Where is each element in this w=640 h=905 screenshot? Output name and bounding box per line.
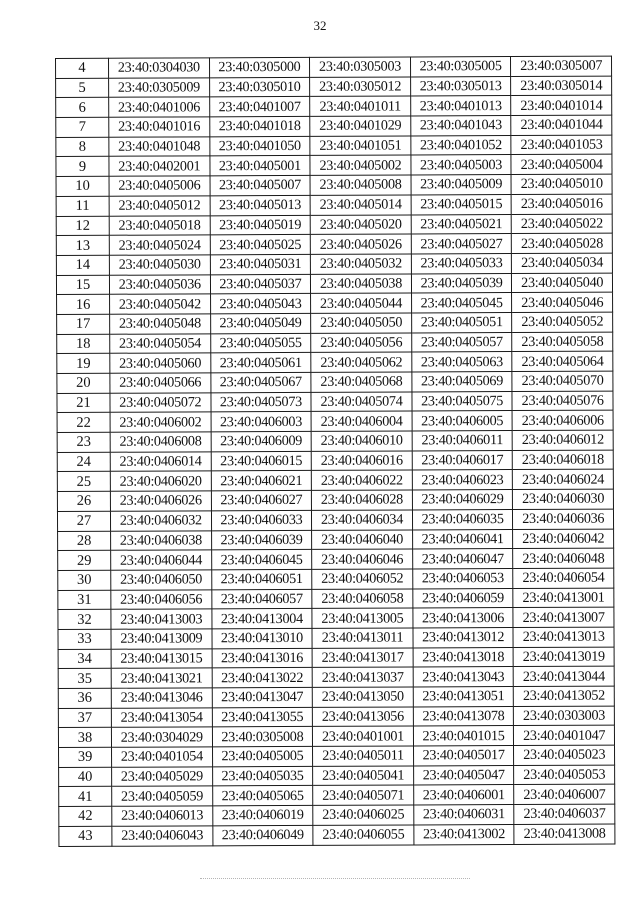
cadastral-code-cell: 23:40:0406025 <box>313 805 414 825</box>
cadastral-code-cell: 23:40:0406021 <box>211 471 312 491</box>
table-row <box>56 253 612 275</box>
row-number-cell: 8 <box>56 137 109 157</box>
cadastral-code-cell: 23:40:0405009 <box>411 175 512 195</box>
table-row <box>58 548 614 570</box>
cadastral-code-cell: 23:40:0406059 <box>413 588 514 608</box>
table-row <box>56 233 612 255</box>
row-number-cell: 15 <box>56 275 109 295</box>
cadastral-code-cell: 23:40:0405061 <box>210 353 311 373</box>
row-number-cell: 41 <box>59 787 112 807</box>
table-row <box>59 745 615 767</box>
row-number-cell: 9 <box>56 157 109 177</box>
cadastral-code-cell: 23:40:0406052 <box>312 569 413 589</box>
table-row <box>57 509 613 531</box>
table-row <box>56 76 612 98</box>
cadastral-code-cell: 23:40:0401051 <box>310 136 411 156</box>
cadastral-code-cell: 23:40:0406026 <box>110 491 211 511</box>
table-row <box>57 351 613 373</box>
cadastral-code-cell: 23:40:0413044 <box>514 666 615 686</box>
cadastral-code-cell: 23:40:0405052 <box>512 312 613 332</box>
cadastral-code-cell: 23:40:0401014 <box>511 95 612 115</box>
cadastral-code-cell: 23:40:0406047 <box>412 549 513 569</box>
table-row <box>56 174 612 196</box>
cadastral-code-cell: 23:40:0406054 <box>513 568 614 588</box>
cadastral-code-cell: 23:40:0406010 <box>311 431 412 451</box>
table-row <box>57 450 613 472</box>
cadastral-code-cell: 23:40:0405001 <box>210 156 311 176</box>
cadastral-code-cell: 23:40:0305005 <box>410 57 511 77</box>
row-number-cell: 23 <box>57 432 110 452</box>
cadastral-code-cell: 23:40:0406036 <box>513 509 614 529</box>
cadastral-code-cell: 23:40:0401052 <box>411 135 512 155</box>
cadastral-code-cell: 23:40:0405031 <box>210 254 311 274</box>
cadastral-code-cell: 23:40:0401007 <box>209 97 310 117</box>
table-row <box>56 273 612 295</box>
cadastral-code-cell: 23:40:0405026 <box>310 234 411 254</box>
cadastral-code-cell: 23:40:0413018 <box>413 647 514 667</box>
row-number-cell: 7 <box>56 117 109 137</box>
cadastral-code-cell: 23:40:0406035 <box>412 509 513 529</box>
cadastral-code-cell: 23:40:0405075 <box>412 391 513 411</box>
row-number-cell: 27 <box>57 511 110 531</box>
cadastral-code-cell: 23:40:0405057 <box>411 332 512 352</box>
row-number-cell: 37 <box>58 708 111 728</box>
table-row <box>59 804 615 826</box>
row-number-cell: 22 <box>57 413 110 433</box>
cadastral-code-cell: 23:40:0405018 <box>109 215 210 235</box>
row-number-cell: 14 <box>56 255 109 275</box>
cadastral-code-cell: 23:40:0405064 <box>512 351 613 371</box>
cadastral-code-cell: 23:40:0405022 <box>512 214 613 234</box>
cadastral-code-cell: 23:40:0413021 <box>111 668 212 688</box>
cadastral-code-cell: 23:40:0405035 <box>212 766 313 786</box>
row-number-cell: 16 <box>57 295 110 315</box>
cadastral-code-cell: 23:40:0405060 <box>110 353 211 373</box>
cadastral-code-cell: 23:40:0405020 <box>310 214 411 234</box>
cadastral-code-cell: 23:40:0405049 <box>210 313 311 333</box>
cadastral-code-cell: 23:40:0406042 <box>513 529 614 549</box>
row-number-cell: 12 <box>56 216 109 236</box>
cadastral-code-cell: 23:40:0406009 <box>211 431 312 451</box>
row-number-cell: 18 <box>57 334 110 354</box>
cadastral-code-cell: 23:40:0406007 <box>514 785 615 805</box>
cadastral-code-cell: 23:40:0405068 <box>311 372 412 392</box>
cadastral-code-cell: 23:40:0413013 <box>513 627 614 647</box>
cadastral-code-cell: 23:40:0406015 <box>211 451 312 471</box>
table-row <box>59 765 615 787</box>
row-number-cell: 40 <box>59 767 112 787</box>
cadastral-code-cell: 23:40:0405011 <box>313 746 414 766</box>
table-row <box>58 686 614 708</box>
table-row <box>58 588 614 610</box>
cadastral-code-cell: 23:40:0405006 <box>109 176 210 196</box>
table-row <box>57 430 613 452</box>
table-row <box>58 627 614 649</box>
cadastral-code-cell: 23:40:0406037 <box>514 804 615 824</box>
cadastral-code-cell: 23:40:0413055 <box>212 707 313 727</box>
row-number-cell: 21 <box>57 393 110 413</box>
cadastral-code-cell: 23:40:0405047 <box>413 765 514 785</box>
cadastral-code-cell: 23:40:0405013 <box>210 195 311 215</box>
cadastral-code-cell: 23:40:0406031 <box>414 805 515 825</box>
cadastral-code-cell: 23:40:0406056 <box>111 589 212 609</box>
cadastral-code-cell: 23:40:0406028 <box>312 490 413 510</box>
cadastral-code-cell: 23:40:0406057 <box>211 589 312 609</box>
cadastral-code-cell: 23:40:0405070 <box>512 371 613 391</box>
cadastral-code-cell: 23:40:0405012 <box>109 196 210 216</box>
row-number-cell: 42 <box>59 806 112 826</box>
cadastral-code-cell: 23:40:0405005 <box>212 746 313 766</box>
cadastral-code-cell: 23:40:0413001 <box>513 588 614 608</box>
cadastral-code-cell: 23:40:0405065 <box>212 786 313 806</box>
cadastral-code-cell: 23:40:0401006 <box>109 97 210 117</box>
cadastral-code-cell: 23:40:0406003 <box>211 412 312 432</box>
table-row <box>56 155 612 177</box>
cadastral-code-cell: 23:40:0406041 <box>412 529 513 549</box>
cadastral-code-cell: 23:40:0405010 <box>511 174 612 194</box>
table-row <box>58 568 614 590</box>
row-number-cell: 39 <box>59 747 112 767</box>
row-number-cell: 28 <box>58 531 111 551</box>
cadastral-code-cell: 23:40:0406014 <box>110 452 211 472</box>
cadastral-code-cell: 23:40:0406043 <box>112 826 213 846</box>
cadastral-code-cell: 23:40:0413006 <box>413 608 514 628</box>
cadastral-code-cell: 23:40:0413019 <box>513 647 614 667</box>
cadastral-code-cell: 23:40:0406006 <box>512 410 613 430</box>
cadastral-code-cell: 23:40:0406046 <box>312 549 413 569</box>
cadastral-code-cell: 23:40:0405055 <box>210 333 311 353</box>
cadastral-code-cell: 23:40:0413011 <box>312 628 413 648</box>
row-number-cell: 5 <box>56 78 109 98</box>
cadastral-code-cell: 23:40:0413037 <box>312 667 413 687</box>
cadastral-code-cell: 23:40:0402001 <box>109 156 210 176</box>
cadastral-code-cell: 23:40:0406034 <box>312 510 413 530</box>
cadastral-code-cell: 23:40:0406032 <box>110 511 211 531</box>
cadastral-code-cell: 23:40:0413004 <box>211 609 312 629</box>
cadastral-code-cell: 23:40:0406030 <box>513 489 614 509</box>
cadastral-code-cell: 23:40:0405017 <box>413 746 514 766</box>
cadastral-code-cell: 23:40:0406005 <box>412 411 513 431</box>
cadastral-code-cell: 23:40:0406004 <box>311 411 412 431</box>
row-number-cell: 17 <box>57 314 110 334</box>
row-number-cell: 33 <box>58 629 111 649</box>
page-number: 32 <box>313 18 327 33</box>
cadastral-code-cell: 23:40:0405027 <box>411 234 512 254</box>
cadastral-code-cell: 23:40:0406038 <box>111 530 212 550</box>
table-row <box>57 391 613 413</box>
cadastral-code-cell: 23:40:0406048 <box>513 548 614 568</box>
cadastral-code-cell: 23:40:0413005 <box>312 608 413 628</box>
row-number-cell: 43 <box>59 826 112 846</box>
cadastral-code-cell: 23:40:0304030 <box>109 58 210 78</box>
table-row <box>58 725 614 747</box>
cadastral-code-cell: 23:40:0401029 <box>310 116 411 136</box>
cadastral-code-cell: 23:40:0406008 <box>110 432 211 452</box>
table-row <box>57 312 613 334</box>
cadastral-code-cell: 23:40:0405056 <box>311 333 412 353</box>
row-number-cell: 25 <box>57 472 110 492</box>
cadastral-code-cell: 23:40:0405004 <box>511 155 612 175</box>
row-number-cell: 34 <box>58 649 111 669</box>
table-row <box>58 706 614 728</box>
cadastral-code-cell: 23:40:0405024 <box>109 235 210 255</box>
cadastral-code-cell: 23:40:0401050 <box>209 136 310 156</box>
cadastral-code-cell: 23:40:0405033 <box>411 253 512 273</box>
cadastral-code-cell: 23:40:0405040 <box>512 273 613 293</box>
cadastral-code-cell: 23:40:0406019 <box>212 806 313 826</box>
row-number-cell: 13 <box>56 235 109 255</box>
cadastral-code-cell: 23:40:0405067 <box>210 372 311 392</box>
cadastral-code-cell: 23:40:0406053 <box>413 568 514 588</box>
cadastral-code-cell: 23:40:0405038 <box>311 274 412 294</box>
cadastral-code-cell: 23:40:0405072 <box>110 393 211 413</box>
cadastral-code-cell: 23:40:0405007 <box>210 176 311 196</box>
cadastral-table-container <box>55 56 608 847</box>
row-number-cell: 26 <box>57 491 110 511</box>
cadastral-code-cell: 23:40:0406018 <box>513 450 614 470</box>
cadastral-code-cell: 23:40:0405037 <box>210 274 311 294</box>
cadastral-code-cell: 23:40:0405051 <box>411 312 512 332</box>
table-row <box>59 785 615 807</box>
cadastral-code-cell: 23:40:0405002 <box>310 155 411 175</box>
cadastral-code-cell: 23:40:0413043 <box>413 667 514 687</box>
cadastral-code-cell: 23:40:0406011 <box>412 431 513 451</box>
cadastral-code-cell: 23:40:0413007 <box>513 607 614 627</box>
cadastral-code-cell: 23:40:0406016 <box>311 451 412 471</box>
row-number-cell: 31 <box>58 590 111 610</box>
cadastral-code-cell: 23:40:0406039 <box>211 530 312 550</box>
cadastral-code-cell: 23:40:0413009 <box>111 629 212 649</box>
cadastral-code-cell: 23:40:0401018 <box>209 116 310 136</box>
cadastral-code-cell: 23:40:0405071 <box>313 785 414 805</box>
cadastral-code-cell: 23:40:0406027 <box>211 491 312 511</box>
table-row <box>57 292 613 314</box>
table-row <box>56 135 612 157</box>
cadastral-code-cell: 23:40:0405048 <box>110 314 211 334</box>
cadastral-code-cell: 23:40:0406058 <box>312 589 413 609</box>
table-row <box>57 489 613 511</box>
cadastral-code-cell: 23:40:0305000 <box>209 57 310 77</box>
cadastral-code-cell: 23:40:0413050 <box>312 687 413 707</box>
cadastral-code-cell: 23:40:0406020 <box>110 471 211 491</box>
cadastral-code-cell: 23:40:0401001 <box>313 726 414 746</box>
cadastral-code-cell: 23:40:0405066 <box>110 373 211 393</box>
table-row <box>57 470 613 492</box>
cadastral-code-cell: 23:40:0405045 <box>411 293 512 313</box>
cadastral-code-cell: 23:40:0406050 <box>111 570 212 590</box>
cadastral-code-cell: 23:40:0405016 <box>511 194 612 214</box>
cadastral-code-cell: 23:40:0405032 <box>311 254 412 274</box>
cadastral-code-cell: 23:40:0406022 <box>311 470 412 490</box>
cadastral-code-cell: 23:40:0405021 <box>411 214 512 234</box>
cadastral-code-cell: 23:40:0405046 <box>512 292 613 312</box>
cadastral-code-cell: 23:40:0405028 <box>512 233 613 253</box>
cadastral-code-cell: 23:40:0413015 <box>111 648 212 668</box>
row-number-cell: 32 <box>58 610 111 630</box>
cadastral-code-cell: 23:40:0401048 <box>109 137 210 157</box>
cadastral-code-cell: 23:40:0405029 <box>112 767 213 787</box>
row-number-cell: 29 <box>58 550 111 570</box>
row-number-cell: 19 <box>57 354 110 374</box>
cadastral-code-cell: 23:40:0406017 <box>412 450 513 470</box>
cadastral-code-cell: 23:40:0406013 <box>112 806 213 826</box>
cadastral-table <box>55 56 615 847</box>
cadastral-code-cell: 23:40:0406051 <box>211 569 312 589</box>
table-row <box>56 95 612 117</box>
cadastral-code-cell: 23:40:0305013 <box>410 76 511 96</box>
table-row <box>59 824 615 846</box>
cadastral-code-cell: 23:40:0401044 <box>511 115 612 135</box>
cadastral-code-cell: 23:40:0303003 <box>514 706 615 726</box>
cadastral-code-cell: 23:40:0413012 <box>413 627 514 647</box>
table-row <box>57 371 613 393</box>
cadastral-code-cell: 23:40:0405019 <box>210 215 311 235</box>
cadastral-code-cell: 23:40:0405014 <box>310 195 411 215</box>
cadastral-code-cell: 23:40:0401015 <box>413 726 514 746</box>
cadastral-code-cell: 23:40:0405044 <box>311 293 412 313</box>
cadastral-code-cell: 23:40:0405003 <box>411 155 512 175</box>
table-row <box>58 607 614 629</box>
cadastral-code-cell: 23:40:0406012 <box>513 430 614 450</box>
cadastral-code-cell: 23:40:0413016 <box>212 648 313 668</box>
cadastral-code-cell: 23:40:0406040 <box>312 529 413 549</box>
cadastral-code-cell: 23:40:0413022 <box>212 668 313 688</box>
cadastral-code-cell: 23:40:0413054 <box>111 708 212 728</box>
cadastral-code-cell: 23:40:0413052 <box>514 686 615 706</box>
table-row <box>56 194 612 216</box>
row-number-cell: 24 <box>57 452 110 472</box>
cadastral-code-cell: 23:40:0405062 <box>311 352 412 372</box>
cadastral-code-cell: 23:40:0305010 <box>209 77 310 97</box>
cadastral-code-cell: 23:40:0405008 <box>310 175 411 195</box>
cadastral-code-cell: 23:40:0401016 <box>109 117 210 137</box>
cadastral-code-cell: 23:40:0406033 <box>211 510 312 530</box>
cadastral-code-cell: 23:40:0405025 <box>210 235 311 255</box>
table-row <box>56 56 612 78</box>
cadastral-code-cell: 23:40:0405043 <box>210 294 311 314</box>
cadastral-code-cell: 23:40:0406023 <box>412 470 513 490</box>
cadastral-code-cell: 23:40:0413051 <box>413 687 514 707</box>
cadastral-code-cell: 23:40:0405063 <box>412 352 513 372</box>
cadastral-code-cell: 23:40:0406029 <box>412 490 513 510</box>
cadastral-code-cell: 23:40:0405053 <box>514 765 615 785</box>
cadastral-code-cell: 23:40:0413017 <box>312 648 413 668</box>
cadastral-code-cell: 23:40:0406001 <box>413 785 514 805</box>
cadastral-code-cell: 23:40:0406045 <box>211 550 312 570</box>
row-number-cell: 30 <box>58 570 111 590</box>
cadastral-code-cell: 23:40:0405039 <box>411 273 512 293</box>
cadastral-code-cell: 23:40:0406002 <box>110 412 211 432</box>
cadastral-code-cell: 23:40:0405073 <box>211 392 312 412</box>
cadastral-code-cell: 23:40:0401043 <box>411 116 512 136</box>
cadastral-code-cell: 23:40:0401013 <box>410 96 511 116</box>
cadastral-code-cell: 23:40:0405050 <box>311 313 412 333</box>
cadastral-code-cell: 23:40:0405042 <box>110 294 211 314</box>
cadastral-code-cell: 23:40:0305003 <box>310 57 411 77</box>
cadastral-code-cell: 23:40:0405069 <box>412 372 513 392</box>
cadastral-code-cell: 23:40:0406055 <box>313 825 414 845</box>
cadastral-code-cell: 23:40:0401053 <box>511 135 612 155</box>
table-row <box>56 115 612 137</box>
cadastral-code-cell: 23:40:0304029 <box>111 727 212 747</box>
cadastral-code-cell: 23:40:0405074 <box>311 392 412 412</box>
cadastral-code-cell: 23:40:0405059 <box>112 786 213 806</box>
cadastral-code-cell: 23:40:0305014 <box>511 76 612 96</box>
cadastral-code-cell: 23:40:0405030 <box>109 255 210 275</box>
row-number-cell: 4 <box>56 58 109 78</box>
cadastral-code-cell: 23:40:0305008 <box>212 727 313 747</box>
table-row <box>58 647 614 669</box>
cadastral-code-cell: 23:40:0406044 <box>111 550 212 570</box>
cadastral-code-cell: 23:40:0406049 <box>212 825 313 845</box>
row-number-cell: 11 <box>56 196 109 216</box>
cadastral-code-cell: 23:40:0405015 <box>411 194 512 214</box>
cadastral-code-cell: 23:40:0413003 <box>111 609 212 629</box>
table-row <box>56 214 612 236</box>
row-number-cell: 6 <box>56 98 109 118</box>
row-number-cell: 10 <box>56 176 109 196</box>
row-number-cell: 35 <box>58 669 111 689</box>
cadastral-code-cell: 23:40:0405076 <box>512 391 613 411</box>
cadastral-code-cell: 23:40:0413047 <box>212 687 313 707</box>
cadastral-code-cell: 23:40:0401011 <box>310 96 411 116</box>
cadastral-table-body <box>56 56 615 846</box>
cadastral-code-cell: 23:40:0406024 <box>513 470 614 490</box>
table-row <box>57 332 613 354</box>
cadastral-code-cell: 23:40:0413046 <box>111 688 212 708</box>
cadastral-code-cell: 23:40:0405036 <box>109 274 210 294</box>
cadastral-code-cell: 23:40:0405034 <box>512 253 613 273</box>
cadastral-code-cell: 23:40:0413002 <box>414 824 515 844</box>
cadastral-code-cell: 23:40:0405054 <box>110 333 211 353</box>
bottom-rule <box>200 878 470 879</box>
cadastral-code-cell: 23:40:0305012 <box>310 77 411 97</box>
table-row <box>57 410 613 432</box>
cadastral-code-cell: 23:40:0401054 <box>112 747 213 767</box>
cadastral-code-cell: 23:40:0413078 <box>413 706 514 726</box>
cadastral-code-cell: 23:40:0405041 <box>313 766 414 786</box>
cadastral-code-cell: 23:40:0305009 <box>109 78 210 98</box>
table-row <box>58 666 614 688</box>
table-row <box>58 529 614 551</box>
cadastral-code-cell: 23:40:0401047 <box>514 725 615 745</box>
cadastral-code-cell: 23:40:0305007 <box>511 56 612 76</box>
cadastral-code-cell: 23:40:0405058 <box>512 332 613 352</box>
cadastral-code-cell: 23:40:0413008 <box>514 824 615 844</box>
cadastral-code-cell: 23:40:0405023 <box>514 745 615 765</box>
row-number-cell: 38 <box>58 728 111 748</box>
cadastral-code-cell: 23:40:0413056 <box>313 707 414 727</box>
row-number-cell: 20 <box>57 373 110 393</box>
cadastral-code-cell: 23:40:0413010 <box>212 628 313 648</box>
row-number-cell: 36 <box>58 688 111 708</box>
